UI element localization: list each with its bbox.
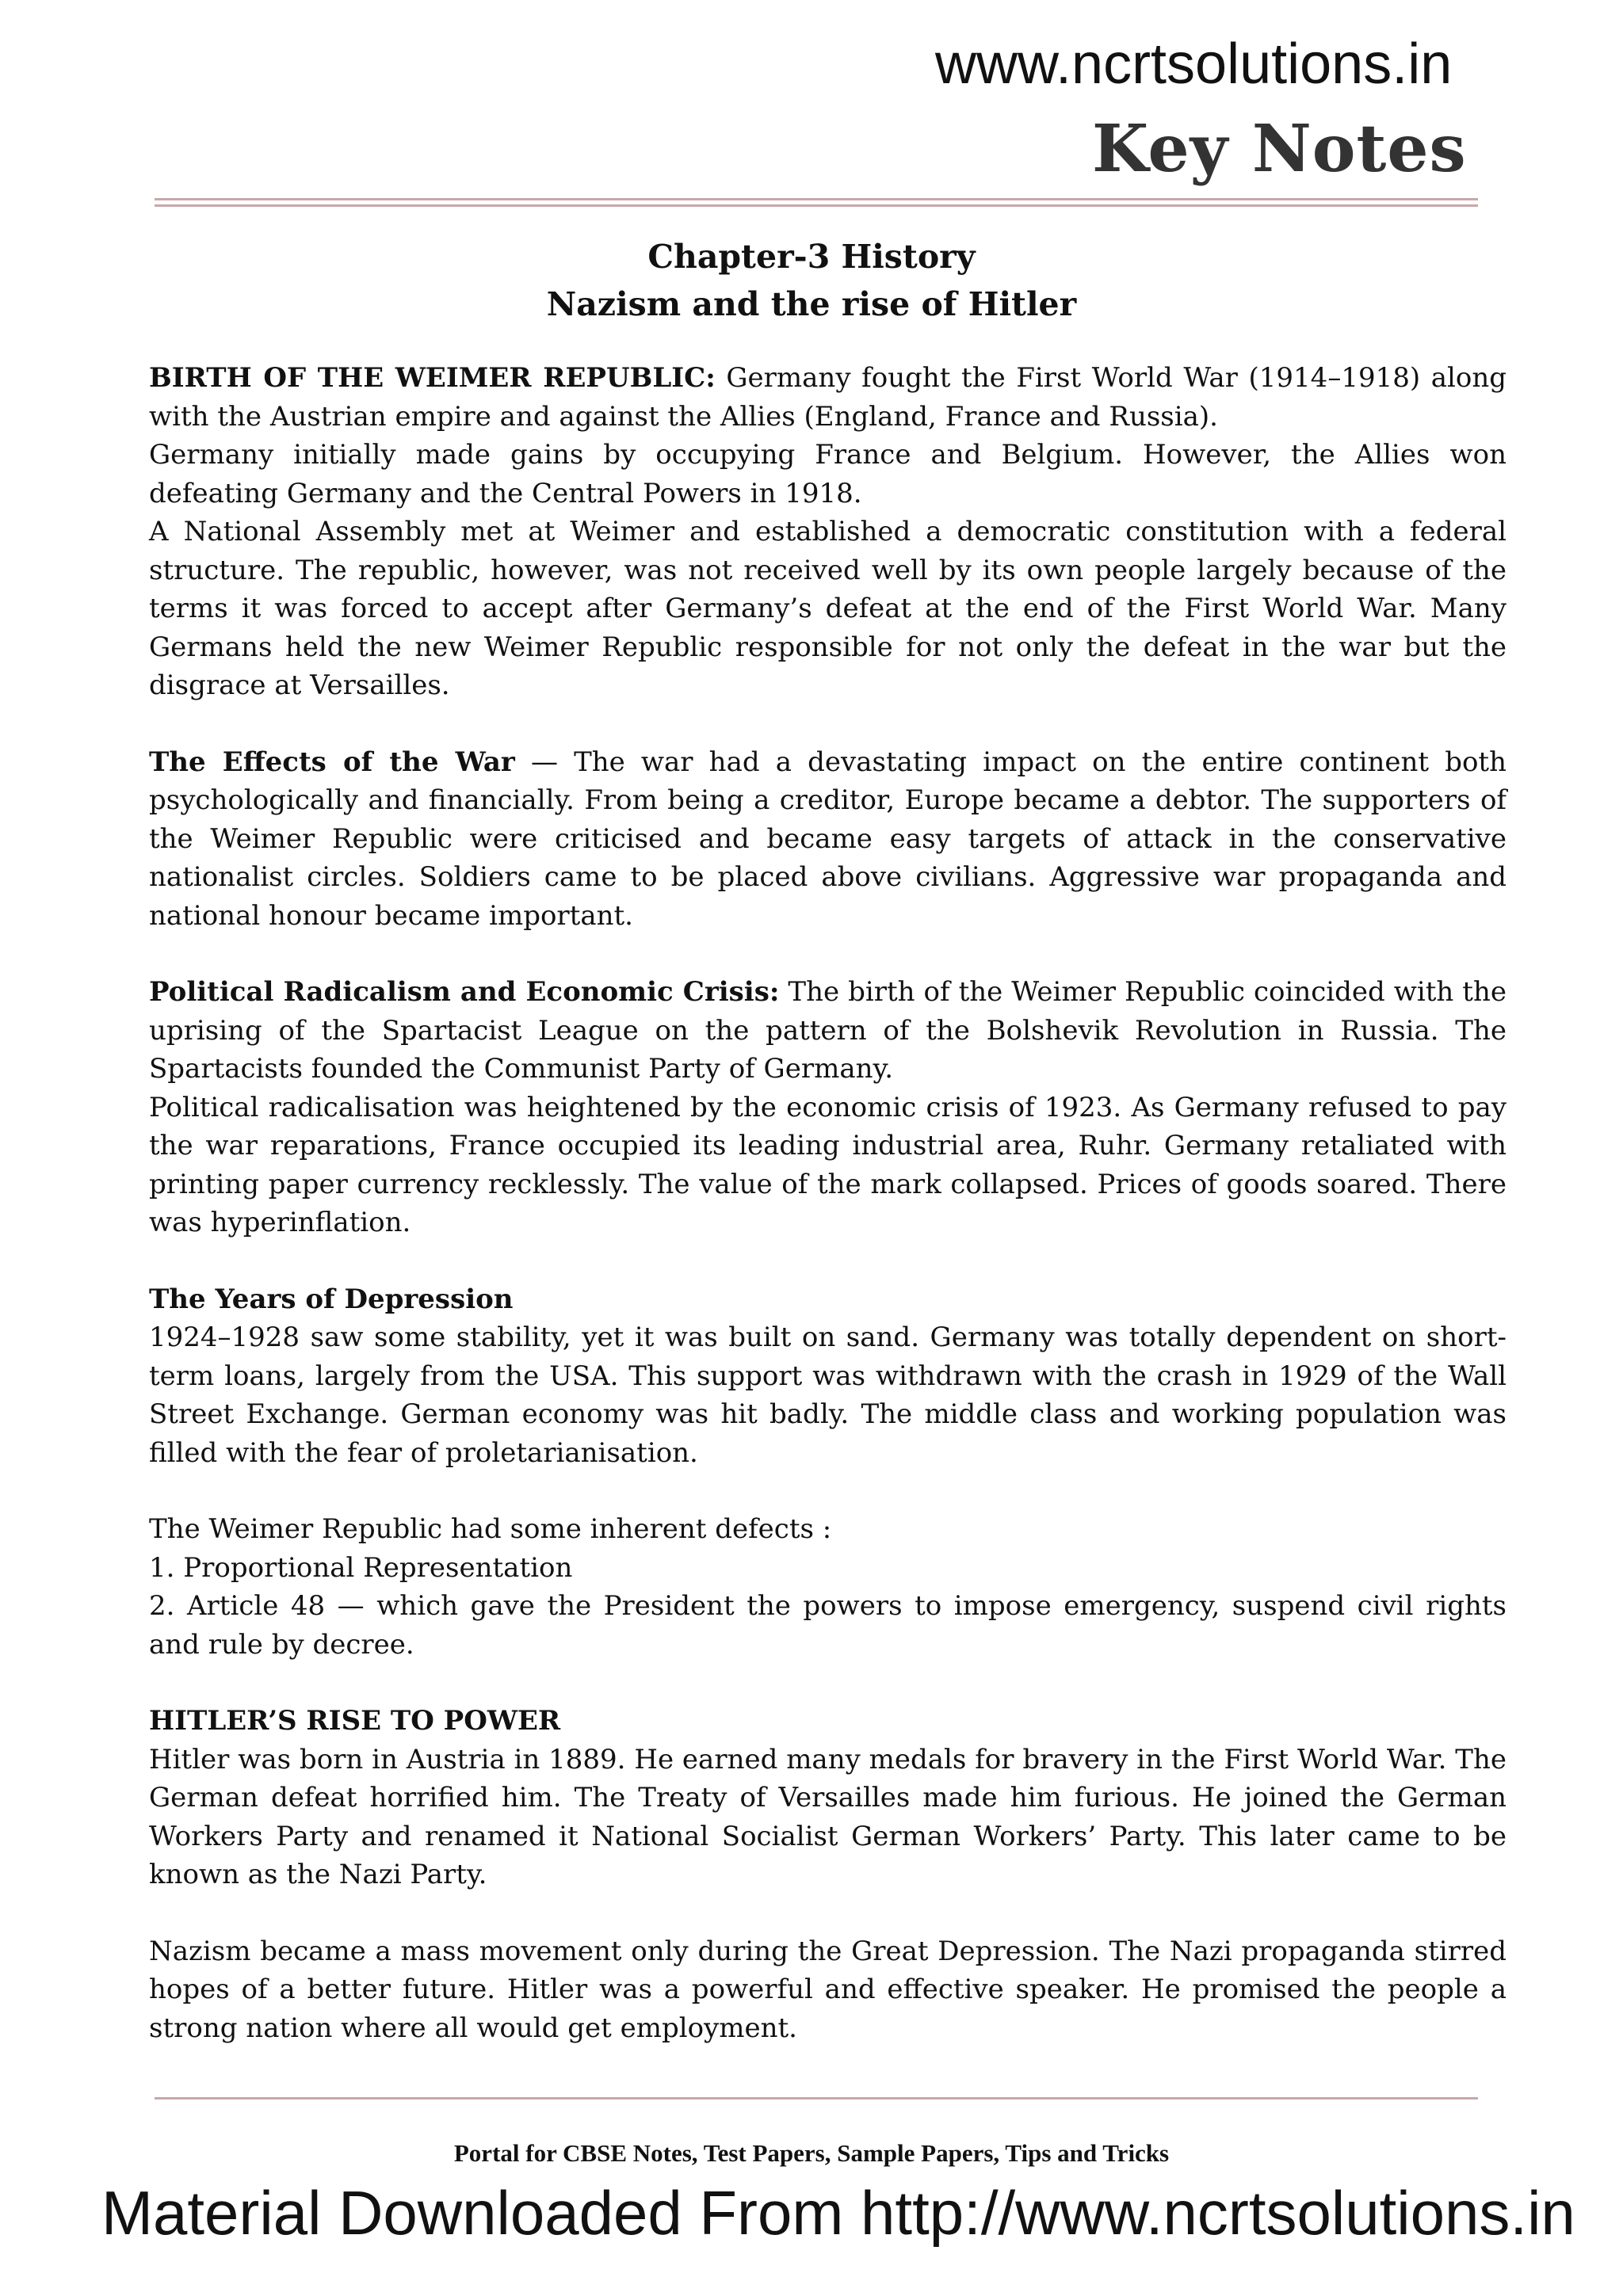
download-source-line: Material Downloaded From http://www.ncrtsolutions.in [101, 2178, 1575, 2248]
effects-text: The war had a devastating impact on the entire continent both psychologically and financially. From being a creditor, Europe became a debtor. The supporters of the Weimer Republic were criticised and became easy targets of attack in the conservative nationalist circles. Soldiers came to be placed above civilians. Aggressive war propaganda and national honour became important. [149, 746, 1507, 932]
portal-tagline: Portal for CBSE Notes, Test Papers, Sample Papers, Tips and Tricks [453, 2139, 1170, 2167]
effects-dash: — [514, 746, 575, 778]
spacer [149, 1242, 1507, 1280]
site-url-header: www.ncrtsolutions.in [935, 32, 1453, 96]
document-body [149, 359, 1507, 2047]
defect-item-2: 2. Article 48 — which gave the President the powers to impose emergency, suspend civil rights and rule by decree. [149, 1590, 1507, 1661]
weimer-paragraph-3: A National Assembly met at Weimer and established a democratic constitution with a federal structure. The republic, however, was not received well by its own people largely because of the terms it was forced to accept after Germany’s defeat at the end of the First World War. Many Germans held the new Weimer Republic responsible for not only the defeat in the war but the disgrace at Versailles. [149, 516, 1507, 701]
hitler-paragraph-2: Nazism became a mass movement only during the Great Depression. The Nazi propaganda stirred hopes of a better future. Hitler was a powerful and effective speaker. He promised the people a strong nation where all would get employment. [149, 1935, 1507, 2044]
header-divider [155, 198, 1478, 200]
weimer-paragraph-2: Germany initially made gains by occupying France and Belgium. However, the Allies won defeating Germany and the Central Powers in 1918. [149, 439, 1507, 509]
defect-item-1: 1. Proportional Representation [149, 1551, 573, 1584]
effects-heading: The Effects of the War [149, 746, 515, 778]
header-divider-secondary [155, 204, 1478, 207]
spacer [149, 1664, 1507, 1702]
chapter-title: Chapter-3 History [647, 238, 976, 276]
chapter-subtitle: Nazism and the rise of Hitler [546, 285, 1077, 323]
defects-intro: The Weimer Republic had some inherent defects : [149, 1513, 832, 1545]
depression-paragraph: 1924–1928 saw some stability, yet it was built on sand. Germany was totally dependent on short- term loans, largely from the USA. This support was withdrawn with the crash in 1929 of the Wall Street Exchange. German economy was hit badly. The middle class and working population was filled with the fear of proletarianisation. [149, 1322, 1507, 1469]
spacer [149, 705, 1507, 743]
weimer-text-1: Germany fought the First World War (1914–1918) along with the Austrian empire and against the Allies (England, France and Russia). [149, 362, 1507, 433]
depression-heading: The Years of Depression [149, 1283, 514, 1315]
radicalism-heading: Political Radicalism and Economic Crisis: [149, 976, 780, 1008]
hitler-heading: HITLER’S RISE TO POWER [149, 1705, 561, 1737]
radicalism-text-1: The birth of the Weimer Republic coincided with the uprising of the Spartacist League on the pattern of the Bolshevik Revolution in Russia. The Spartacists founded the Communist Party of Germany. [149, 976, 1507, 1085]
radicalism-paragraph-1 [149, 973, 1507, 1089]
hitler-paragraph-1: Hitler was born in Austria in 1889. He earned many medals for bravery in the First World War. The German defeat horrified him. The Treaty of Versailles made him furious. He joined the German Workers Party and renamed it National Socialist German Workers’ Party. This later came to be known as the Nazi Party. [149, 1743, 1507, 1890]
spacer [149, 1894, 1507, 1932]
radicalism-paragraph-2: Political radicalisation was heightened by the economic crisis of 1923. As Germany refused to pay the war reparations, France occupied its leading industrial area, Ruhr. Germany retaliated with printing paper currency recklessly. The value of the mark collapsed. Prices of goods soared. There was hyperinflation. [149, 1091, 1507, 1238]
weimer-paragraph-1 [149, 359, 1507, 436]
weimer-heading: BIRTH OF THE WEIMER REPUBLIC: [149, 362, 716, 394]
document-title-block [0, 233, 1623, 328]
footer-divider [155, 2097, 1478, 2100]
key-notes-logo: Key Notes [1092, 111, 1467, 187]
spacer [149, 1472, 1507, 1510]
spacer [149, 935, 1507, 973]
effects-paragraph [149, 743, 1507, 936]
